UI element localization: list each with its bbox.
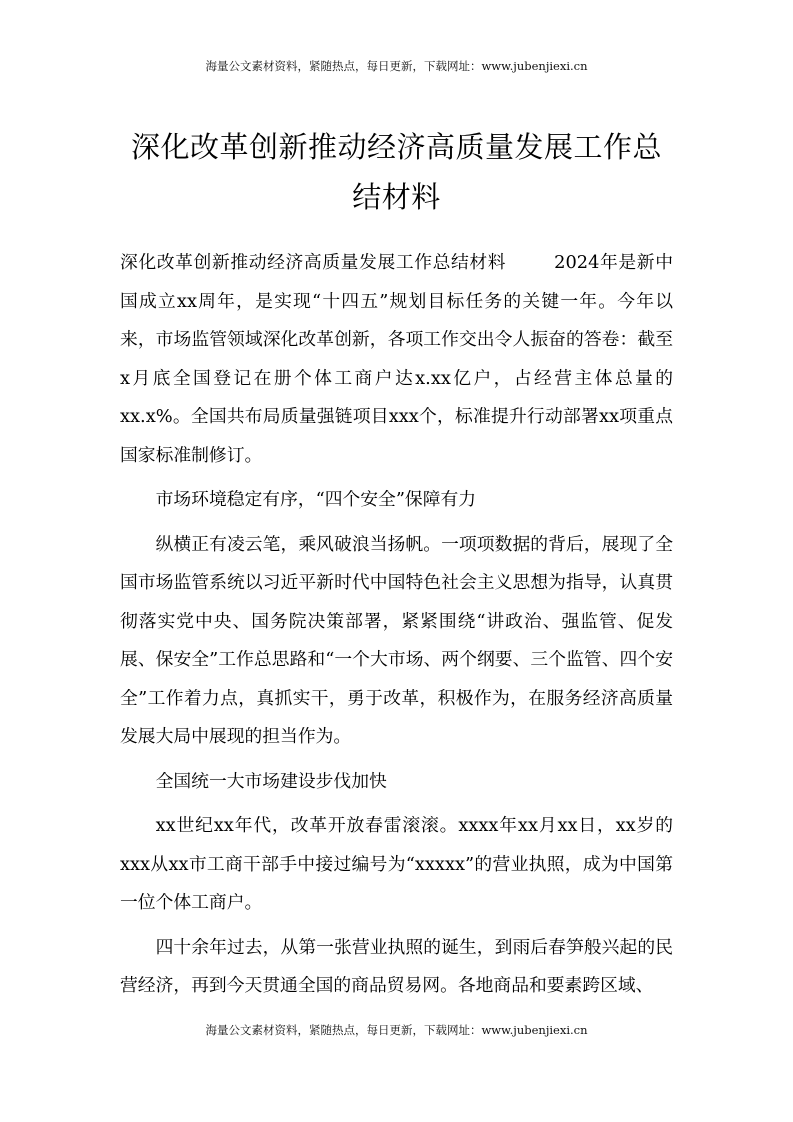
title-line-1: 深化改革创新推动经济高质量发展工作总 — [130, 130, 662, 164]
title-line-2: 结材料 — [352, 180, 441, 214]
intro-lead: 深化改革创新推动经济高质量发展工作总结材料 — [120, 252, 507, 273]
intro-rest: 2024年是新中国成立xx周年，是实现“十四五”规划目标任务的关键一年。今年以来，市场监管领域深化改革创新，各项工作交出令人振奋的答卷：截至x月底全国登记在册个体工商户达x.xx亿户，占经营主体总量的xx.x%。全国共布局质量强链项目xxx个，标准提升行动部署xx项重点国家标准制修订。 — [120, 252, 673, 466]
document-title — [100, 122, 693, 222]
body-paragraph-2: xx世纪xx年代，改革开放春雷滚滚。xxxx年xx月xx日，xx岁的xxx从xx市工商干部手中接过编号为“xxxxx”的营业执照，成为中国第一位个体工商户。 — [120, 815, 673, 913]
page-footer-note: 海量公文素材资料，紧随热点，每日更新，下载网址：www.jubenjiexi.cn — [205, 1023, 588, 1037]
section-heading-market-environment: 市场环境稳定有序，“四个安全”保障有力 — [155, 489, 477, 510]
section-heading-unified-market: 全国统一大市场建设步伐加快 — [155, 770, 387, 792]
page-header-note: 海量公文素材资料，紧随热点，每日更新，下载网址：www.jubenjiexi.cn — [205, 59, 588, 73]
body-paragraph-3: 四十余年过去，从第一张营业执照的诞生，到雨后春笋般兴起的民营经济，再到今天贯通全国的商品贸易网。各地商品和要素跨区域、 — [120, 936, 673, 996]
intro-paragraph — [120, 244, 673, 475]
document-body — [120, 244, 673, 1012]
body-paragraph-1: 纵横正有凌云笔，乘风破浪当扬帆。一项项数据的背后，展现了全国市场监管系统以习近平新时代中国特色社会主义思想为指导，认真贯彻落实党中央、国务院决策部署，紧紧围绕“讲政治、强监管、促发展、保安全”工作总思路和“一个大市场、两个纲要、三个监管、四个安全”工作着力点，真抓实干，勇于改革，积极作为，在服务经济高质量发展大局中展现的担当作为。 — [120, 533, 673, 747]
